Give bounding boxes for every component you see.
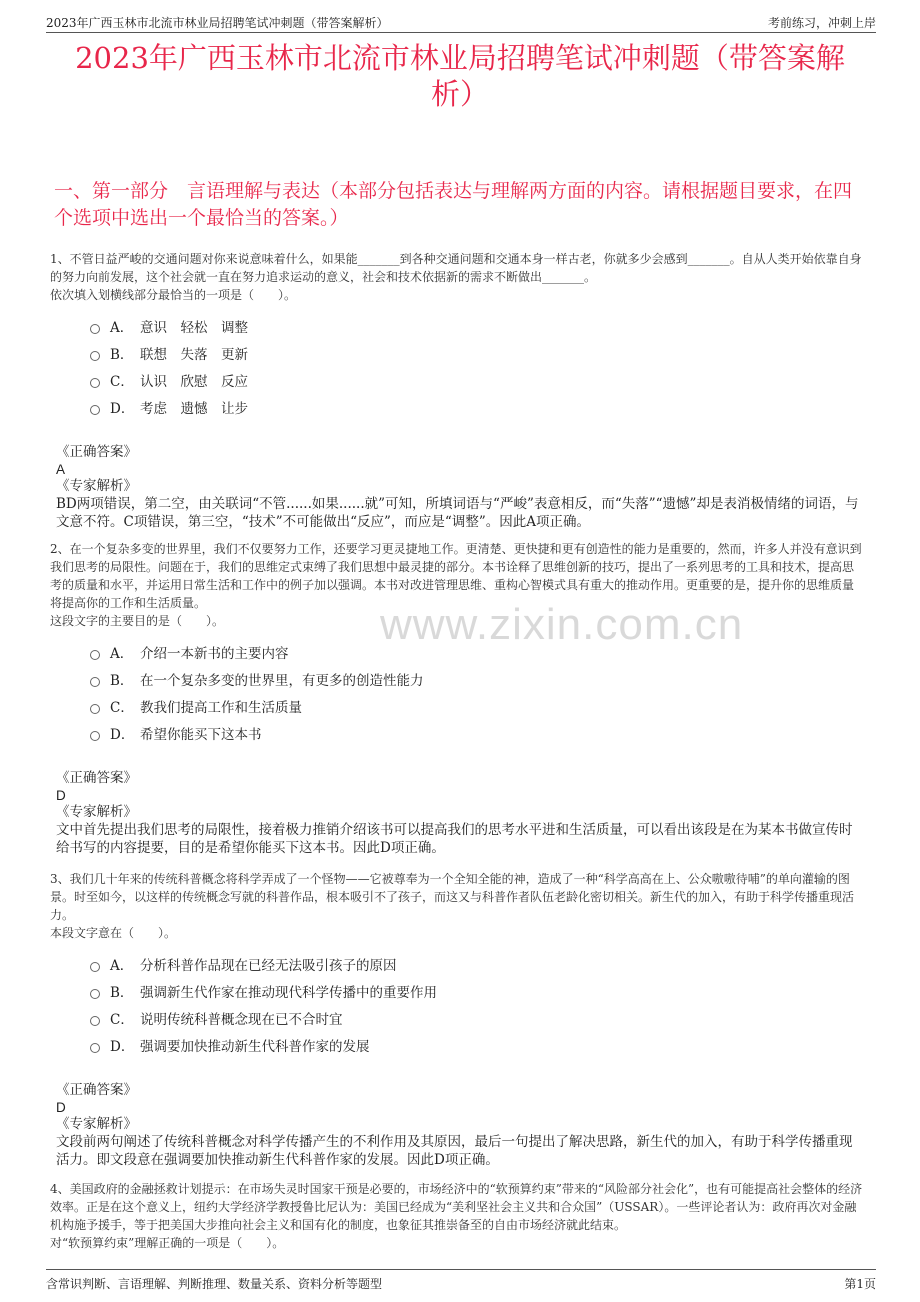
analysis-label: 《专家解析》 [56, 478, 137, 494]
header-slogan: 考前练习，冲刺上岸 [767, 16, 876, 30]
option-list [90, 312, 864, 420]
question-stem: 2、在一个复杂多变的世界里，我们不仅要努力工作，还要学习更灵捷地工作。更清楚、更快捷和更有创造性的能力是重要的，然而，许多人并没有意识到我们思考的局限性。问题在于，我们的思维定式束缚了我们思想中最灵捷的部分。本书诠释了思维创新的技巧，提出了一系列思考的工具和技术，提高思考的质量和水平，并运用日常生活和工作中的例子加以强调。本书对改进管理思维、重构心智模式具有重大的推动作用。更重要的是，提升你的思维质量将提高你的工作和生活质量。 [50, 542, 862, 610]
option-list [90, 638, 864, 746]
answer-label: 《正确答案》 [56, 444, 137, 460]
radio-icon[interactable] [90, 324, 100, 334]
header-doc-title: 2023年广西玉林市北流市林业局招聘笔试冲刺题（带答案解析） [46, 16, 389, 30]
question-prompt: 本段文字意在（ ）。 [50, 926, 177, 940]
radio-icon[interactable] [90, 351, 100, 361]
option-list [90, 950, 864, 1058]
option-a[interactable]: A． 介绍一本新书的主要内容 [90, 638, 864, 665]
question-stem: 1、不管日益严峻的交通问题对你来说意味着什么，如果能_______到各种交通问题和交通本身一样古老，你就多少会感到_______。自从人类开始依靠自身的努力向前发展，这个社会就一直在努力追求运动的意义，社会和技术依据新的需求不断做出_______。 [50, 252, 862, 284]
radio-icon[interactable] [90, 1043, 100, 1053]
radio-icon[interactable] [90, 1016, 100, 1026]
analysis-text: BD两项错误，第二空，由关联词“不管......如果......就”可知，所填词语与“严峻”表意相反，而“失落”“遗憾”却是表消极情绪的词语，与文意不符。C项错误，第三空，“技术”不可能做出“反应”，而应是“调整”。因此A项正确。 [56, 496, 859, 530]
watermark: www.zixin.com.cn [380, 600, 744, 649]
option-c[interactable]: C． 教我们提高工作和生活质量 [90, 692, 864, 719]
section-heading: 一、第一部分 言语理解与表达（本部分包括表达与理解两方面的内容。请根据题目要求，在四个选项中选出一个最恰当的答案。） [54, 180, 853, 229]
radio-icon[interactable] [90, 677, 100, 687]
option-c[interactable]: C． 认识 欣慰 反应 [90, 366, 864, 393]
analysis-text: 文中首先提出我们思考的局限性，接着极力推销介绍该书可以提高我们的思考水平进和生活质量，可以看出该段是在为某本书做宣传时给书写的内容提要，目的是希望你能买下这本书。因此D项正确。 [56, 822, 853, 856]
radio-icon[interactable] [90, 731, 100, 741]
radio-icon[interactable] [90, 650, 100, 660]
analysis-label: 《专家解析》 [56, 1116, 137, 1132]
question-prompt: 这段文字的主要目的是（ ）。 [50, 614, 225, 628]
radio-icon[interactable] [90, 378, 100, 388]
option-a[interactable]: A． 意识 轻松 调整 [90, 312, 864, 339]
option-b[interactable]: B． 在一个复杂多变的世界里，有更多的创造性能力 [90, 665, 864, 692]
answer-value: D [56, 788, 66, 803]
analysis-text: 文段前两句阐述了传统科普概念对科学传播产生的不利作用及其原因，最后一句提出了解决思路，新生代的加入，有助于科学传播重现活力。即文段意在强调要加快推动新生代科普作家的发展。因此D项正确。 [56, 1134, 853, 1168]
radio-icon[interactable] [90, 704, 100, 714]
question-prompt: 依次填入划横线部分最恰当的一项是（ ）。 [50, 288, 297, 302]
question-stem: 3、我们几十年来的传统科普概念将科学弄成了一个怪物——它被尊奉为一个全知全能的神，造成了一种“科学高高在上、公众嗷嗷待哺”的单向灌输的图景。时至如今，以这样的传统概念写就的科普作品，根本吸引不了孩子，而这又与科普作者队伍老龄化密切相关。新生代的加入，有助于科学传播重现活力。 [50, 872, 855, 922]
question-4 [50, 1180, 864, 1252]
answer-value: D [56, 1100, 66, 1115]
option-d[interactable]: D． 希望你能买下这本书 [90, 719, 864, 746]
page-footer [46, 1269, 876, 1292]
option-b[interactable]: B． 联想 失落 更新 [90, 339, 864, 366]
radio-icon[interactable] [90, 405, 100, 415]
page-number: 第1页 [844, 1277, 876, 1291]
radio-icon[interactable] [90, 962, 100, 972]
radio-icon[interactable] [90, 989, 100, 999]
option-d[interactable]: D． 考虑 遗憾 让步 [90, 393, 864, 420]
footer-description: 含常识判断、言语理解、判断推理、数量关系、资料分析等题型 [46, 1277, 383, 1291]
question-1 [50, 250, 864, 531]
page-header [46, 10, 876, 33]
question-stem: 4、美国政府的金融拯救计划提示：在市场失灵时国家干预是必要的，市场经济中的“软预算约束”带来的“风险部分社会化”，也有可能提高社会整体的经济效率。正是在这个意义上，纽约大学经济学教授鲁比尼认为：美国已经成为“美利坚社会主义共和合众国”（USSAR）。一些评论者认为：政府再次对金融机构施予援手，等于把美国大步推向社会主义和国有化的制度，也象征其推崇备至的自由市场经济就此结束。 [50, 1182, 863, 1232]
option-b[interactable]: B． 强调新生代作家在推动现代科学传播中的重要作用 [90, 977, 864, 1004]
question-3 [50, 870, 864, 1169]
answer-label: 《正确答案》 [56, 1082, 137, 1098]
option-a[interactable]: A． 分析科普作品现在已经无法吸引孩子的原因 [90, 950, 864, 977]
analysis-label: 《专家解析》 [56, 804, 137, 820]
option-c[interactable]: C． 说明传统科普概念现在已不合时宜 [90, 1004, 864, 1031]
question-prompt: 对“软预算约束”理解正确的一项是（ ）。 [50, 1236, 285, 1250]
page-title: 2023年广西玉林市北流市林业局招聘笔试冲刺题（带答案解析） [75, 41, 845, 111]
answer-value: A [56, 462, 66, 477]
question-2 [50, 540, 864, 857]
option-d[interactable]: D． 强调要加快推动新生代科普作家的发展 [90, 1031, 864, 1058]
answer-label: 《正确答案》 [56, 770, 137, 786]
